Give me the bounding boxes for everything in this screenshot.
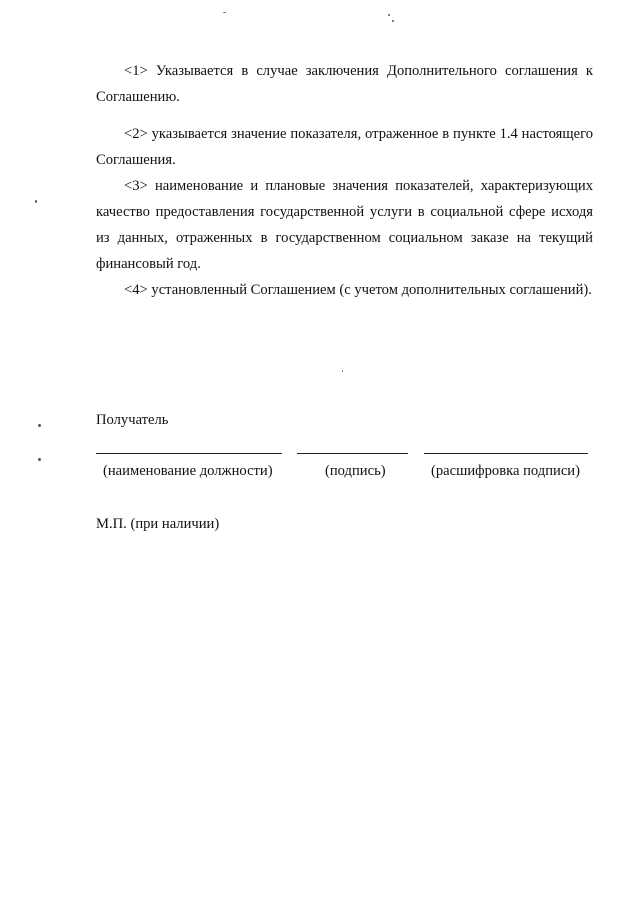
footnote-2: <2> указывается значение показателя, отраженное в пункте 1.4 настоящего Соглашения. [96, 126, 593, 168]
scan-speck [223, 12, 226, 13]
signature-line [297, 453, 408, 454]
signature-decoding-caption: (расшифровка подписи) [431, 463, 580, 479]
position-caption: (наименование должности) [103, 463, 273, 479]
position-line [96, 453, 282, 454]
recipient-label: Получатель [96, 412, 169, 428]
footnote-1: <1> Указывается в случае заключения Дополнительного соглашения к Соглашению. [96, 63, 593, 105]
scan-speck [342, 370, 343, 372]
scan-speck [38, 458, 41, 461]
stamp-note: М.П. (при наличии) [96, 516, 220, 532]
scan-speck [38, 424, 41, 427]
scan-speck [388, 14, 390, 16]
signature-decoding-line [424, 453, 588, 454]
footnote-4: <4> установленный Соглашением (с учетом дополнительных соглашений). [124, 282, 592, 298]
scan-speck [392, 20, 394, 22]
signature-caption: (подпись) [325, 463, 386, 479]
footnote-3: <3> наименование и плановые значения показателей, характеризующих качество предоставления государственной услуги в социальной сфере исходя из данных, отраженных в государственном социальном заказе на текущий финансовый год. [96, 178, 593, 272]
footnotes-section [96, 58, 593, 303]
scan-speck [35, 200, 37, 203]
